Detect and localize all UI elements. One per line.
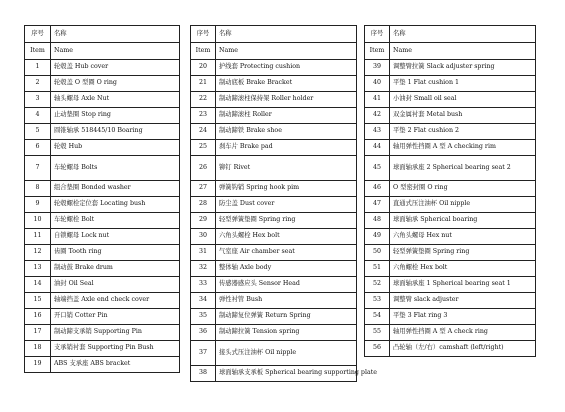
part-name: 轻型弹簧垫圈 Spring ring <box>216 213 357 229</box>
part-item-number: 2 <box>25 76 51 92</box>
part-item-number: 45 <box>365 156 390 181</box>
part-name: 制动蹄复位弹簧 Return Spring <box>216 309 357 325</box>
part-name: 轴头螺母 Axle Nut <box>51 92 180 108</box>
header-name-en: Name <box>216 43 357 60</box>
part-item-number: 19 <box>25 357 51 373</box>
part-row <box>365 60 536 76</box>
part-row <box>365 261 536 277</box>
part-row <box>25 213 180 229</box>
part-item-number: 52 <box>365 277 390 293</box>
part-item-number: 17 <box>25 325 51 341</box>
part-name: 气室座 Air chamber seat <box>216 245 357 261</box>
part-name: 弹性衬管 Bush <box>216 293 357 309</box>
part-name: 平垫 1 Flat cushion 1 <box>390 76 536 92</box>
part-name: 调整臂 slack adjuster <box>390 293 536 309</box>
part-name: 球面轴承座 2 Spherical bearing seat 2 <box>390 156 536 181</box>
part-name: 平垫 2 Flat cushion 2 <box>390 124 536 140</box>
part-name: 六角头螺母 Hex nut <box>390 229 536 245</box>
part-row <box>191 140 357 156</box>
part-row <box>191 293 357 309</box>
part-item-number: 38 <box>191 366 216 382</box>
header-seq-en: Item <box>25 43 51 60</box>
part-row <box>365 181 536 197</box>
part-row <box>191 181 357 197</box>
part-name: 制动鼓 Brake drum <box>51 261 180 277</box>
part-item-number: 16 <box>25 309 51 325</box>
part-item-number: 30 <box>191 229 216 245</box>
part-name: 护线套 Protecting cushion <box>216 60 357 76</box>
part-item-number: 25 <box>191 140 216 156</box>
part-row <box>191 341 357 366</box>
part-item-number: 49 <box>365 229 390 245</box>
part-name: 组合垫圈 Bonded washer <box>51 181 180 197</box>
part-name: 铆钉 Rivet <box>216 156 357 181</box>
part-row <box>191 197 357 213</box>
part-item-number: 26 <box>191 156 216 181</box>
header-row-en <box>191 43 357 60</box>
part-name: 接头式压注油杯 Oil nipple <box>216 341 357 366</box>
part-item-number: 50 <box>365 245 390 261</box>
part-row <box>191 60 357 76</box>
part-item-number: 28 <box>191 197 216 213</box>
part-item-number: 37 <box>191 341 216 366</box>
part-row <box>191 261 357 277</box>
part-item-number: 33 <box>191 277 216 293</box>
part-row <box>191 309 357 325</box>
part-name: 开口销 Cotter Pin <box>51 309 180 325</box>
part-row <box>191 92 357 108</box>
part-row <box>25 156 180 181</box>
part-item-number: 14 <box>25 277 51 293</box>
part-name: 制动蹄铁 Brake shoe <box>216 124 357 140</box>
part-item-number: 41 <box>365 92 390 108</box>
header-seq-en: Item <box>191 43 216 60</box>
part-row <box>365 92 536 108</box>
part-name: 调整臂拉簧 Slack adjuster spring <box>390 60 536 76</box>
part-item-number: 21 <box>191 76 216 92</box>
header-name-en: Name <box>51 43 180 60</box>
part-row <box>365 140 536 156</box>
part-name: 制动蹄滚柱保持架 Roller holder <box>216 92 357 108</box>
part-row <box>191 277 357 293</box>
header-row-cn <box>25 26 180 43</box>
part-item-number: 43 <box>365 124 390 140</box>
part-item-number: 6 <box>25 140 51 156</box>
part-row <box>191 325 357 341</box>
part-row <box>365 293 536 309</box>
part-item-number: 29 <box>191 213 216 229</box>
part-row <box>365 76 536 92</box>
part-row <box>25 108 180 124</box>
part-item-number: 31 <box>191 245 216 261</box>
part-row <box>365 309 536 325</box>
part-item-number: 36 <box>191 325 216 341</box>
part-row <box>365 229 536 245</box>
part-name: 制动蹄滚柱 Roller <box>216 108 357 124</box>
header-seq-en: Item <box>365 43 390 60</box>
part-name: 轴用弹性挡圈 A 型 A check ring <box>390 325 536 341</box>
part-row <box>365 245 536 261</box>
header-name-cn: 名称 <box>390 26 536 43</box>
part-item-number: 53 <box>365 293 390 309</box>
part-name: 六角头螺栓 Hex bolt <box>216 229 357 245</box>
part-item-number: 1 <box>25 60 51 76</box>
part-row <box>25 261 180 277</box>
part-item-number: 35 <box>191 309 216 325</box>
header-name-en: Name <box>390 43 536 60</box>
part-row <box>25 325 180 341</box>
header-row-cn <box>191 26 357 43</box>
part-row <box>25 229 180 245</box>
part-item-number: 42 <box>365 108 390 124</box>
part-name: 小油封 Small oil seal <box>390 92 536 108</box>
part-name: 球面轴承 Spherical boaring <box>390 213 536 229</box>
header-seq-cn: 序号 <box>25 26 51 43</box>
part-name: 止动垫圈 Stop ring <box>51 108 180 124</box>
part-row <box>25 357 180 373</box>
part-name: 整体轴 Axle body <box>216 261 357 277</box>
part-row <box>25 140 180 156</box>
part-row <box>365 277 536 293</box>
part-row <box>191 245 357 261</box>
part-name: 轮毂 Hub <box>51 140 180 156</box>
part-item-number: 7 <box>25 156 51 181</box>
part-row <box>25 76 180 92</box>
part-item-number: 4 <box>25 108 51 124</box>
part-name: 刹车片 Brake pad <box>216 140 357 156</box>
part-item-number: 3 <box>25 92 51 108</box>
part-row <box>25 197 180 213</box>
part-name: 轴用弹性挡圈 A 型 A checking rim <box>390 140 536 156</box>
part-row <box>365 156 536 181</box>
part-row <box>191 76 357 92</box>
parts-table-1-body <box>25 26 180 373</box>
part-name: 齿圈 Tooth ring <box>51 245 180 261</box>
part-row <box>191 229 357 245</box>
part-row <box>365 341 536 357</box>
part-row <box>191 156 357 181</box>
part-name: 弹簧钩销 Spring hook pim <box>216 181 357 197</box>
part-item-number: 44 <box>365 140 390 156</box>
part-item-number: 54 <box>365 309 390 325</box>
part-item-number: 12 <box>25 245 51 261</box>
part-name: 轮毂螺栓定位套 Locating bush <box>51 197 180 213</box>
part-item-number: 10 <box>25 213 51 229</box>
part-row <box>25 277 180 293</box>
part-name: 六角螺栓 Hex bolt <box>390 261 536 277</box>
part-item-number: 47 <box>365 197 390 213</box>
header-seq-cn: 序号 <box>191 26 216 43</box>
part-name: 车轮螺栓 Bolt <box>51 213 180 229</box>
part-name: 平垫 3 Flat ring 3 <box>390 309 536 325</box>
part-name: 凸轮轴（左/右）camshaft (left/right) <box>390 341 536 357</box>
part-name: 制动蹄支承销 Supporting Pin <box>51 325 180 341</box>
part-row <box>25 245 180 261</box>
part-item-number: 24 <box>191 124 216 140</box>
part-name: 直通式压注油杯 Oil nipple <box>390 197 536 213</box>
part-name: 传感器感应头 Sensor Head <box>216 277 357 293</box>
part-row <box>25 309 180 325</box>
part-name: 轮毂盖 Hub cover <box>51 60 180 76</box>
part-name: 支承销衬套 Supporting Pin Bush <box>51 341 180 357</box>
part-row <box>191 108 357 124</box>
header-name-cn: 名称 <box>216 26 357 43</box>
part-name: 轮毂盖 O 型圈 O ring <box>51 76 180 92</box>
part-row <box>365 197 536 213</box>
part-item-number: 18 <box>25 341 51 357</box>
part-row <box>25 293 180 309</box>
part-name: 轻型弹簧垫圈 Spring ring <box>390 245 536 261</box>
part-item-number: 55 <box>365 325 390 341</box>
part-name: 油封 Oil Seal <box>51 277 180 293</box>
part-item-number: 15 <box>25 293 51 309</box>
part-item-number: 8 <box>25 181 51 197</box>
part-item-number: 40 <box>365 76 390 92</box>
parts-table-1 <box>24 25 180 373</box>
part-name: 车轮螺母 Bolts <box>51 156 180 181</box>
part-name: 制动底板 Brake Bracket <box>216 76 357 92</box>
part-name: 球面轴承座 1 Spherical bearing seat 1 <box>390 277 536 293</box>
part-item-number: 27 <box>191 181 216 197</box>
part-name: O 型密封圈 O ring <box>390 181 536 197</box>
header-seq-cn: 序号 <box>365 26 390 43</box>
part-item-number: 9 <box>25 197 51 213</box>
part-row <box>365 124 536 140</box>
part-item-number: 11 <box>25 229 51 245</box>
part-row <box>191 124 357 140</box>
part-row <box>25 341 180 357</box>
part-item-number: 48 <box>365 213 390 229</box>
part-item-number: 46 <box>365 181 390 197</box>
part-name: ABS 支承座 ABS bracket <box>51 357 180 373</box>
parts-table-3-body <box>365 26 536 357</box>
part-item-number: 23 <box>191 108 216 124</box>
part-row <box>191 366 357 382</box>
part-item-number: 56 <box>365 341 390 357</box>
part-name: 球面轴承支承板 Spherical bearing supporting plate <box>216 366 357 382</box>
part-row <box>191 213 357 229</box>
part-item-number: 51 <box>365 261 390 277</box>
part-item-number: 34 <box>191 293 216 309</box>
part-name: 制动蹄拉簧 Tension spring <box>216 325 357 341</box>
part-name: 轴端挡盖 Axle end check cover <box>51 293 180 309</box>
part-row <box>25 181 180 197</box>
part-name: 双金属衬套 Metal bush <box>390 108 536 124</box>
part-item-number: 20 <box>191 60 216 76</box>
part-row <box>365 213 536 229</box>
part-row <box>25 60 180 76</box>
part-item-number: 39 <box>365 60 390 76</box>
part-row <box>365 325 536 341</box>
part-name: 圆锥轴承 518445/10 Boaring <box>51 124 180 140</box>
header-row-cn <box>365 26 536 43</box>
part-row <box>25 124 180 140</box>
part-row <box>365 108 536 124</box>
parts-table-3 <box>364 25 536 357</box>
part-name: 防尘盖 Dust cover <box>216 197 357 213</box>
header-name-cn: 名称 <box>51 26 180 43</box>
part-item-number: 32 <box>191 261 216 277</box>
part-item-number: 22 <box>191 92 216 108</box>
part-item-number: 13 <box>25 261 51 277</box>
part-name: 自锁螺母 Lock nut <box>51 229 180 245</box>
part-row <box>25 92 180 108</box>
part-item-number: 5 <box>25 124 51 140</box>
header-row-en <box>25 43 180 60</box>
header-row-en <box>365 43 536 60</box>
